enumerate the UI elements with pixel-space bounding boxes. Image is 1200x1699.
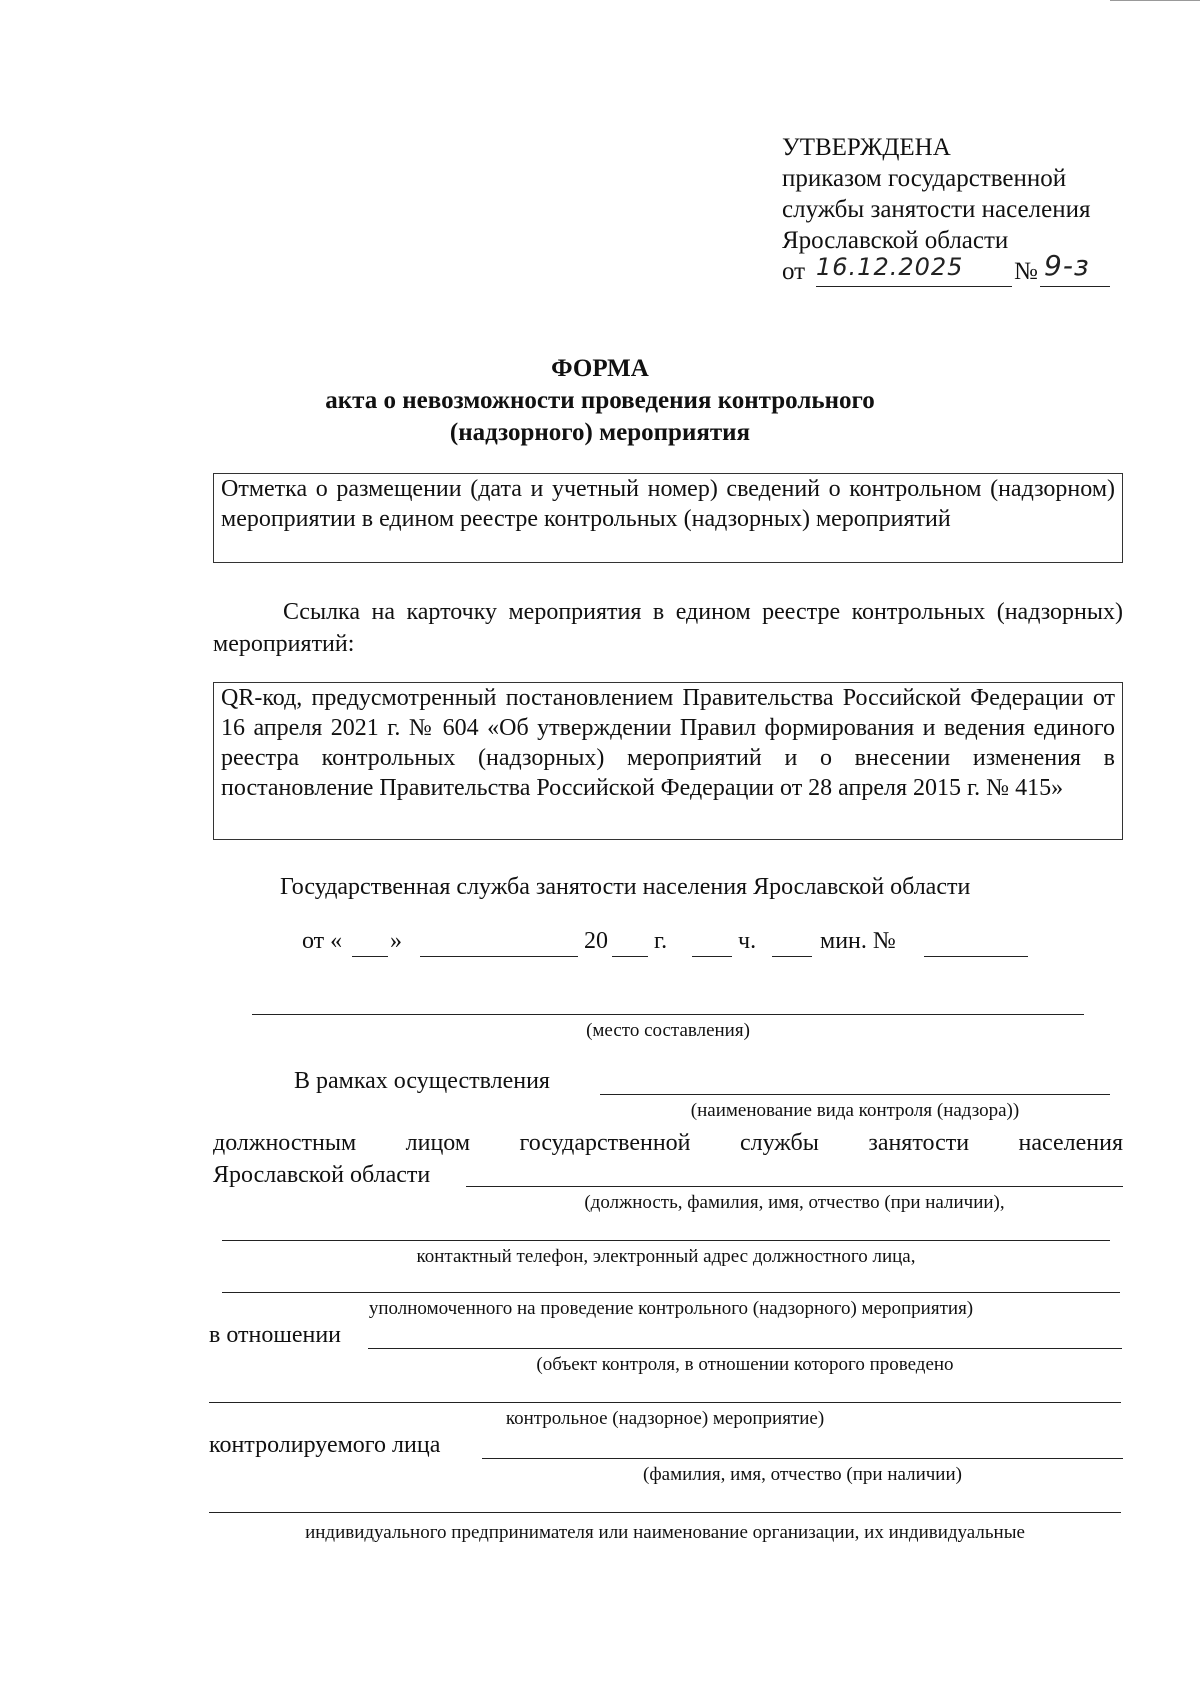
hour-field[interactable] <box>692 956 732 957</box>
controlled-person-field-2[interactable] <box>209 1512 1121 1513</box>
official-field-3[interactable] <box>222 1292 1120 1293</box>
approval-line-3: Ярославской области <box>782 227 1009 254</box>
date-underline <box>816 286 1012 287</box>
handwritten-number: 9-з <box>1044 249 1090 282</box>
official-line-1: должностным лицом государственной службы занятости населения <box>213 1130 1123 1156</box>
year-suffix: г. <box>654 928 668 954</box>
date-prefix: от <box>782 258 806 285</box>
qr-code-text: QR-код, предусмотренный постановлением Правительства Российской Федерации от 16 апреля 2021 г. № 604 «Об утверждении Правил формирования и ведения единого реестра контрольных (надзорных) мероприятий и о внесении изменения в постановление Правительства Российской Федерации от 28 апреля 2015 г. № 415» <box>221 685 1115 801</box>
date-from-label: от « <box>302 928 343 954</box>
control-object-field[interactable] <box>368 1348 1122 1349</box>
approval-date-row <box>782 249 1090 290</box>
minute-number-label: мин. № <box>820 928 896 954</box>
number-prefix: № <box>1014 258 1038 285</box>
qr-code-box <box>213 682 1123 840</box>
official-line-2: Ярославской области <box>213 1162 431 1188</box>
regarding-caption-1: (объект контроля, в отношении которого проведено <box>536 1354 954 1375</box>
title-line-1: ФОРМА <box>551 355 649 382</box>
year-prefix: 20 <box>584 928 608 954</box>
number-underline <box>1040 286 1110 287</box>
controlled-person-field[interactable] <box>482 1458 1123 1459</box>
control-object-field-2[interactable] <box>209 1402 1121 1403</box>
registry-link-paragraph: Ссылка на карточку мероприятия в едином реестре контрольных (надзорных) мероприятий: <box>213 599 1123 657</box>
approval-line-1: приказом государственной <box>782 165 1067 192</box>
controlled-person-label: контролируемого лица <box>209 1432 441 1458</box>
regarding-caption-2: контрольное (надзорное) мероприятие) <box>505 1408 825 1429</box>
hour-label: ч. <box>738 928 757 954</box>
agency-name: Государственная служба занятости населения Ярославской области <box>280 874 971 900</box>
month-field[interactable] <box>420 956 578 957</box>
place-field[interactable] <box>252 1014 1084 1015</box>
controlled-caption-1: (фамилия, имя, отчество (при наличии) <box>643 1464 962 1485</box>
title-line-2: акта о невозможности проведения контрольного <box>325 387 875 414</box>
title-line-3: (надзорного) мероприятия <box>449 419 751 446</box>
form-title <box>0 353 1200 449</box>
date-close-quote: » <box>390 928 402 954</box>
act-number-field[interactable] <box>924 956 1028 957</box>
registry-mark-box <box>213 473 1123 563</box>
official-caption-2: контактный телефон, электронный адрес должностного лица, <box>416 1246 916 1267</box>
official-field-1[interactable] <box>466 1186 1123 1187</box>
approval-block <box>782 132 1090 290</box>
handwritten-date: 16.12.2025 <box>816 253 964 281</box>
scan-edge-mark <box>1110 0 1200 1</box>
official-field-2[interactable] <box>222 1240 1110 1241</box>
control-type-field[interactable] <box>600 1094 1110 1095</box>
minute-field[interactable] <box>772 956 812 957</box>
registry-mark-text: Отметка о размещении (дата и учетный номер) сведений о контрольном (надзорном) мероприятии в едином реестре контрольных (надзорных) мероприятий <box>221 476 1115 532</box>
official-caption-1: (должность, фамилия, имя, отчество (при наличии), <box>584 1192 1005 1213</box>
regarding-label: в отношении <box>209 1322 342 1348</box>
controlled-caption-2: индивидуального предпринимателя или наименование организации, их индивидуальные <box>305 1522 1025 1543</box>
approval-heading: УТВЕРЖДЕНА <box>782 134 951 161</box>
place-caption: (место составления) <box>586 1020 750 1041</box>
act-date-line <box>302 928 1062 964</box>
day-field[interactable] <box>352 956 388 957</box>
control-type-caption: (наименование вида контроля (надзора)) <box>690 1100 1020 1121</box>
approval-line-2: службы занятости населения <box>782 196 1091 223</box>
official-caption-3: уполномоченного на проведение контрольного (надзорного) мероприятия) <box>368 1298 974 1319</box>
framework-label: В рамках осуществления <box>294 1068 550 1094</box>
year-field[interactable] <box>612 956 648 957</box>
